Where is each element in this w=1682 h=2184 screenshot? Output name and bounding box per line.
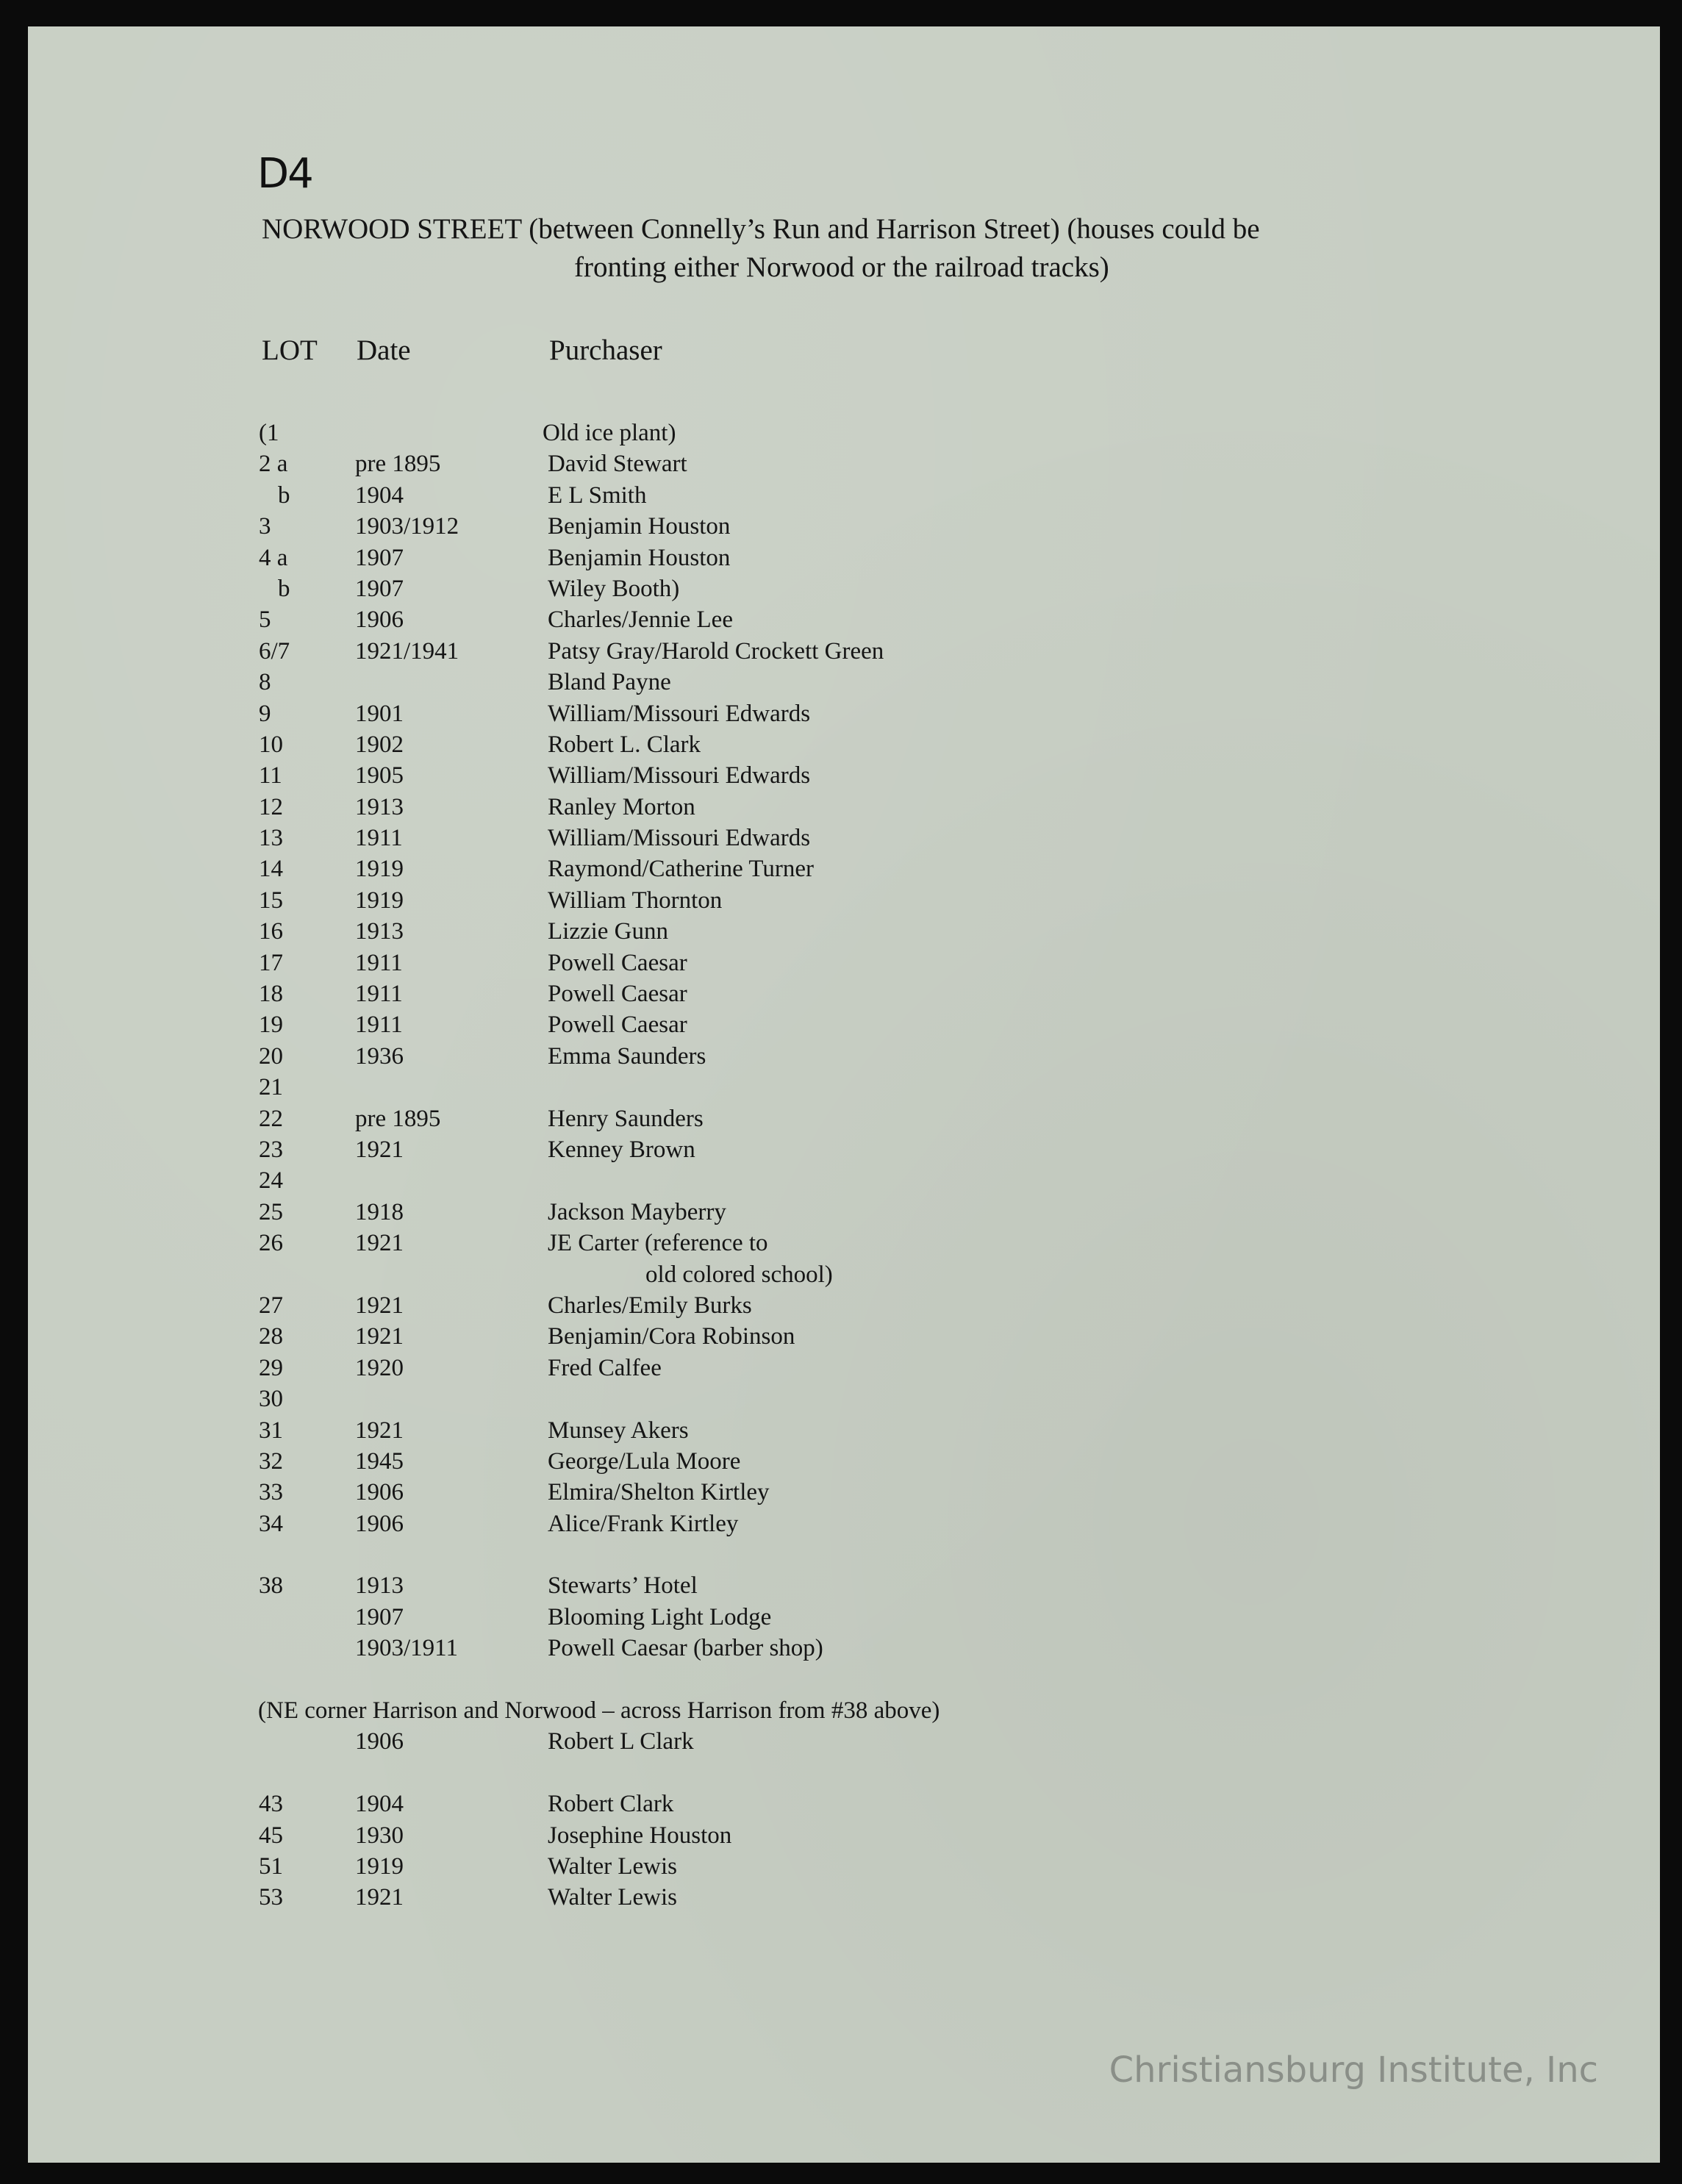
- lot-row: [28, 1820, 1660, 1851]
- lot-purchaser: Lizzie Gunn: [548, 918, 669, 945]
- lot-number: 10: [259, 731, 283, 758]
- lot-purchaser: Powell Caesar: [548, 949, 687, 976]
- lot-number: 29: [259, 1354, 283, 1381]
- lot-number: 32: [259, 1447, 283, 1475]
- lot-date: 1911: [355, 1012, 403, 1039]
- lot-row: [28, 1228, 1660, 1259]
- lot-date: 1904: [355, 1791, 404, 1818]
- lot-row: [28, 760, 1660, 791]
- lot-row: [28, 511, 1660, 542]
- lot-date: 1920: [355, 1354, 404, 1381]
- lot-number: 21: [259, 1074, 283, 1101]
- lot-row: [28, 1134, 1660, 1165]
- lot-date: 1902: [355, 731, 404, 758]
- lot-purchaser: Walter Lewis: [548, 1852, 678, 1880]
- lot-date: 1911: [355, 949, 403, 976]
- lot-purchaser: Benjamin Houston: [548, 513, 731, 540]
- lot-date: 1906: [355, 606, 404, 634]
- lot-number: 5: [259, 606, 271, 634]
- lot-row: [28, 916, 1660, 947]
- lot-number: 45: [259, 1822, 283, 1849]
- lot-purchaser: Alice/Frank Kirtley: [548, 1510, 739, 1537]
- lot-row: [28, 792, 1660, 823]
- lot-purchaser: Emma Saunders: [548, 1042, 706, 1070]
- lot-purchaser: Charles/Jennie Lee: [548, 606, 733, 634]
- lot-number: 25: [259, 1198, 283, 1225]
- lot-purchaser: William/Missouri Edwards: [548, 825, 811, 852]
- lot-number: 6/7: [259, 637, 290, 665]
- lot-date: 1907: [355, 575, 404, 602]
- lot-number: 13: [259, 825, 283, 852]
- document-title-continuation: fronting either Norwood or the railroad tracks): [574, 251, 1109, 283]
- lot-number: 2 a: [259, 451, 288, 478]
- lot-purchaser: Bland Payne: [548, 669, 671, 696]
- lot-row: [28, 1009, 1660, 1040]
- handwritten-page-mark: D4: [257, 150, 312, 198]
- lot-row: [28, 1477, 1660, 1508]
- lot-purchaser: Robert Clark: [548, 1791, 674, 1818]
- lot-row: [28, 1882, 1660, 1913]
- lot-purchaser-continuation: old colored school): [645, 1261, 833, 1288]
- lot-date: pre 1895: [355, 451, 441, 478]
- lot-number: b: [278, 575, 290, 602]
- lot-records: [28, 418, 1660, 1913]
- lot-row: [28, 1103, 1660, 1134]
- lot-date: 1905: [355, 762, 404, 790]
- lot-date: 1945: [355, 1447, 404, 1475]
- lot-purchaser: William/Missouri Edwards: [548, 762, 811, 790]
- lot-date: 1921: [355, 1417, 404, 1444]
- lot-row-continuation: [28, 1259, 1660, 1290]
- lot-number: 14: [259, 856, 283, 883]
- lot-row: [28, 1570, 1660, 1601]
- lot-date: 1913: [355, 793, 404, 820]
- lot-row: [28, 823, 1660, 853]
- lot-row: [28, 1353, 1660, 1383]
- lot-date: 1903/1911: [355, 1635, 458, 1662]
- lot-number: 38: [259, 1572, 283, 1600]
- lot-number: 18: [259, 981, 283, 1008]
- lot-purchaser: Blooming Light Lodge: [548, 1603, 772, 1630]
- row-spacer: [28, 1664, 1660, 1695]
- lot-date: 1907: [355, 1603, 404, 1630]
- lot-date: 1918: [355, 1198, 404, 1225]
- lot-purchaser: Benjamin/Cora Robinson: [548, 1323, 795, 1350]
- lot-purchaser: Kenney Brown: [548, 1136, 695, 1163]
- lot-number: 28: [259, 1323, 283, 1350]
- lot-purchaser: Raymond/Catherine Turner: [548, 856, 815, 883]
- lot-date: 1903/1912: [355, 513, 459, 540]
- lot-row: [28, 1851, 1660, 1882]
- lot-date: 1936: [355, 1042, 404, 1070]
- lot-number: (1: [259, 420, 279, 446]
- column-header-lot: LOT: [262, 334, 318, 366]
- lot-row: [28, 1602, 1660, 1633]
- lot-date: 1913: [355, 1572, 404, 1600]
- lot-purchaser: Benjamin Houston: [548, 544, 731, 571]
- column-header-purchaser: Purchaser: [549, 334, 662, 366]
- lot-row: [28, 448, 1660, 479]
- lot-purchaser: Munsey Akers: [548, 1417, 689, 1444]
- lot-purchaser: Wiley Booth): [548, 575, 680, 602]
- lot-date: 1921: [355, 1230, 404, 1257]
- lot-number: 3: [259, 513, 271, 540]
- lot-number: 27: [259, 1292, 283, 1319]
- lot-row: [28, 604, 1660, 635]
- lot-number: 53: [259, 1884, 283, 1911]
- lot-row: [28, 698, 1660, 729]
- lot-purchaser: Charles/Emily Burks: [548, 1292, 752, 1319]
- lot-purchaser: Elmira/Shelton Kirtley: [548, 1479, 770, 1506]
- lot-row: [28, 1197, 1660, 1228]
- lot-date: 1913: [355, 918, 404, 945]
- lot-number: 23: [259, 1136, 283, 1163]
- lot-number: 12: [259, 793, 283, 820]
- lot-row: [28, 573, 1660, 604]
- lot-date: 1921/1941: [355, 637, 459, 665]
- lot-number: 22: [259, 1105, 283, 1132]
- lot-purchaser: Old ice plant): [543, 420, 676, 446]
- location-note: [28, 1695, 1660, 1726]
- lot-number: 34: [259, 1510, 283, 1537]
- lot-date: pre 1895: [355, 1105, 441, 1132]
- watermark: Christiansburg Institute, Inc: [1109, 2049, 1598, 2091]
- lot-purchaser: Powell Caesar: [548, 981, 687, 1008]
- lot-row: [28, 480, 1660, 511]
- lot-purchaser: George/Lula Moore: [548, 1447, 741, 1475]
- lot-purchaser: Jackson Mayberry: [548, 1198, 726, 1225]
- lot-row: [28, 1633, 1660, 1664]
- lot-row: [28, 1508, 1660, 1539]
- lot-number: 43: [259, 1791, 283, 1818]
- lot-number: 24: [259, 1167, 283, 1195]
- location-note-text: (NE corner Harrison and Norwood – across Harrison from #38 above): [258, 1697, 940, 1725]
- lot-number: b: [278, 481, 290, 509]
- lot-purchaser: Patsy Gray/Harold Crockett Green: [548, 637, 884, 665]
- lot-row: [28, 729, 1660, 760]
- lot-row: [28, 1383, 1660, 1414]
- lot-purchaser: Fred Calfee: [548, 1354, 662, 1381]
- lot-purchaser: Stewarts’ Hotel: [548, 1572, 698, 1600]
- lot-purchaser: Henry Saunders: [548, 1105, 704, 1132]
- lot-row: [28, 418, 1660, 448]
- lot-date: 1919: [355, 856, 404, 883]
- lot-row: [28, 885, 1660, 916]
- lot-purchaser: Powell Caesar: [548, 1012, 687, 1039]
- column-header-date: Date: [357, 334, 411, 366]
- lot-date: 1911: [355, 825, 403, 852]
- lot-row: [28, 1072, 1660, 1103]
- lot-date: 1919: [355, 1852, 404, 1880]
- document-page: [28, 26, 1660, 2163]
- lot-date: 1901: [355, 700, 404, 727]
- lot-date: 1906: [355, 1510, 404, 1537]
- lot-number: 19: [259, 1012, 283, 1039]
- lot-row: [28, 1789, 1660, 1819]
- lot-date: 1907: [355, 544, 404, 571]
- lot-purchaser: E L Smith: [548, 481, 647, 509]
- lot-purchaser: William Thornton: [548, 887, 723, 914]
- lot-date: 1921: [355, 1323, 404, 1350]
- lot-purchaser: Josephine Houston: [548, 1822, 732, 1849]
- row-spacer: [28, 1758, 1660, 1789]
- lot-row: [28, 853, 1660, 884]
- lot-purchaser: David Stewart: [548, 451, 687, 478]
- lot-date: 1921: [355, 1136, 404, 1163]
- lot-number: 17: [259, 949, 283, 976]
- lot-row: [28, 1446, 1660, 1477]
- lot-number: 30: [259, 1386, 283, 1413]
- lot-row: [28, 543, 1660, 573]
- lot-row: [28, 978, 1660, 1009]
- lot-purchaser: Robert L Clark: [548, 1728, 694, 1755]
- lot-date: 1930: [355, 1822, 404, 1849]
- lot-number: 26: [259, 1230, 283, 1257]
- lot-purchaser: Robert L. Clark: [548, 731, 701, 758]
- lot-row: [28, 1290, 1660, 1321]
- lot-number: 16: [259, 918, 283, 945]
- lot-number: 8: [259, 669, 271, 696]
- lot-row: [28, 667, 1660, 698]
- lot-date: 1904: [355, 481, 404, 509]
- lot-purchaser: Powell Caesar (barber shop): [548, 1635, 823, 1662]
- lot-number: 15: [259, 887, 283, 914]
- lot-row: [28, 636, 1660, 667]
- lot-number: 4 a: [259, 544, 288, 571]
- lot-date: 1906: [355, 1479, 404, 1506]
- lot-row: [28, 1321, 1660, 1352]
- lot-purchaser: William/Missouri Edwards: [548, 700, 811, 727]
- lot-purchaser: JE Carter (reference to: [548, 1230, 768, 1257]
- row-spacer: [28, 1539, 1660, 1570]
- lot-number: 33: [259, 1479, 283, 1506]
- lot-row: [28, 1415, 1660, 1446]
- document-title: NORWOOD STREET (between Connelly’s Run and Harrison Street) (houses could be: [262, 213, 1260, 245]
- lot-number: 9: [259, 700, 271, 727]
- lot-date: 1911: [355, 981, 403, 1008]
- lot-date: 1919: [355, 887, 404, 914]
- lot-number: 11: [259, 762, 282, 790]
- lot-number: 20: [259, 1042, 283, 1070]
- lot-date: 1906: [355, 1728, 404, 1755]
- lot-purchaser: Walter Lewis: [548, 1884, 678, 1911]
- lot-number: 31: [259, 1417, 283, 1444]
- lot-row: [28, 1726, 1660, 1757]
- lot-date: 1921: [355, 1884, 404, 1911]
- lot-date: 1921: [355, 1292, 404, 1319]
- lot-row: [28, 1165, 1660, 1196]
- lot-purchaser: Ranley Morton: [548, 793, 695, 820]
- lot-row: [28, 948, 1660, 978]
- lot-number: 51: [259, 1852, 283, 1880]
- lot-row: [28, 1041, 1660, 1072]
